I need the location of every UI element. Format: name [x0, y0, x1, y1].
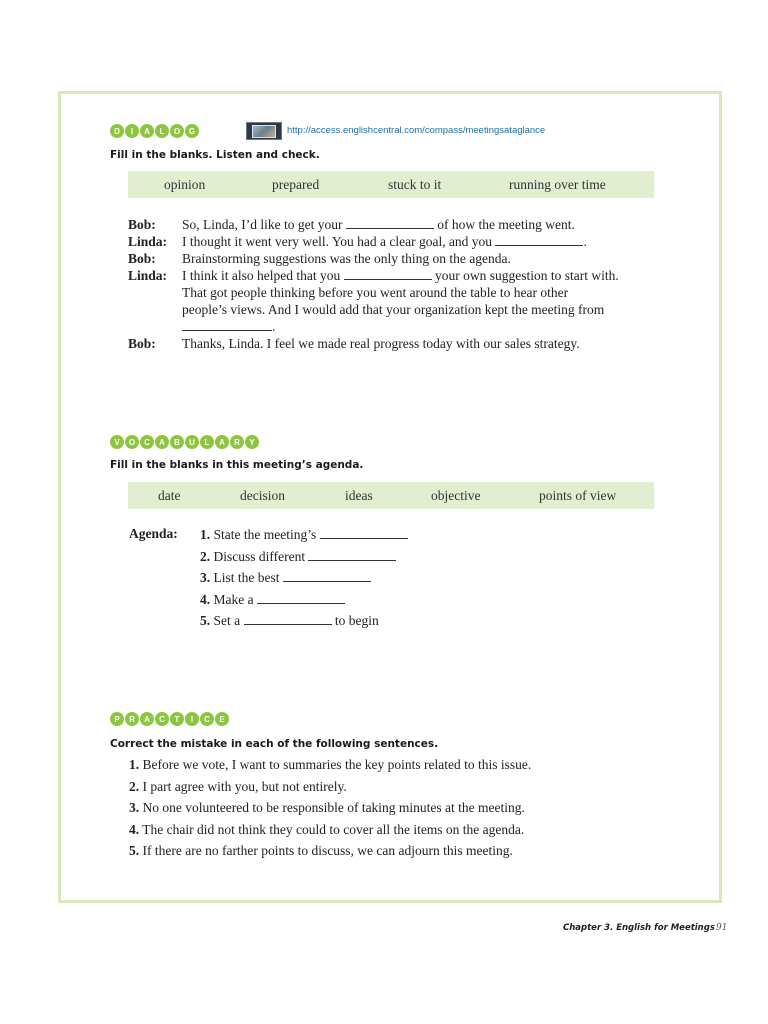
practice-item [129, 800, 531, 822]
answer-blank[interactable] [320, 526, 408, 539]
line-text: Thanks, Linda. I feel we made real progress today with our sales strategy. [182, 336, 580, 351]
title-letter: O [170, 124, 184, 138]
speaker: Bob: [128, 217, 156, 232]
title-letter: V [110, 435, 124, 449]
word-item: points of view [539, 487, 617, 503]
item-text: The chair did not think they could to cover all the items on the agenda. [142, 821, 525, 837]
word-item: running over time [509, 176, 606, 192]
title-letter: C [155, 712, 169, 726]
line-text: I think it also helped that you [182, 268, 341, 283]
answer-blank[interactable] [257, 591, 345, 604]
chapter-footer: Chapter 3. English for Meetings [563, 923, 715, 933]
title-letter: I [185, 712, 199, 726]
item-text: List the best [213, 570, 280, 585]
title-letter: L [155, 124, 169, 138]
item-number: 1. [200, 527, 211, 542]
item-number: 4. [129, 821, 140, 837]
line-text: That got people thinking before you went around the table to hear other [182, 285, 569, 300]
word-item: ideas [345, 487, 373, 503]
line-text: your own suggestion to start with. [434, 268, 619, 283]
word-item: date [158, 487, 181, 503]
line-text: So, Linda, I’d like to get your [182, 217, 343, 232]
item-text: Make a [213, 591, 254, 607]
answer-blank[interactable] [244, 612, 332, 625]
title-letter: D [110, 124, 124, 138]
practice-section-title [110, 712, 229, 726]
item-number: 3. [129, 800, 140, 815]
line-text: people’s views. And I would add that your organization kept the meeting from [182, 302, 605, 317]
answer-blank[interactable] [495, 233, 583, 246]
item-number: 5. [200, 613, 211, 628]
line-text: . [272, 319, 276, 334]
word-item: objective [431, 487, 481, 503]
practice-list [129, 757, 531, 865]
line-text: I thought it went very well. You had a clear goal, and you [182, 234, 493, 249]
agenda-item [200, 524, 408, 546]
answer-blank[interactable] [344, 267, 432, 280]
title-letter: A [140, 712, 154, 726]
answer-blank[interactable] [283, 569, 371, 582]
title-letter: I [125, 124, 139, 138]
title-letter: P [110, 712, 124, 726]
title-letter: Y [245, 435, 259, 449]
video-link[interactable]: http://access.englishcentral.com/compass/meetingsataglance [287, 125, 546, 136]
title-letter: C [140, 435, 154, 449]
title-letter: C [200, 712, 214, 726]
line-text: of how the meeting went. [437, 217, 575, 232]
speaker: Linda: [128, 268, 168, 283]
answer-blank[interactable] [182, 318, 272, 331]
vocabulary-instruction: Fill in the blanks in this meeting’s agenda. [110, 459, 364, 471]
item-text: No one volunteered to be responsible of taking minutes at the meeting. [142, 800, 525, 815]
practice-item [129, 843, 531, 865]
title-letter: A [215, 435, 229, 449]
agenda-list [200, 524, 408, 632]
item-text: If there are no farther points to discuss, we can adjourn this meeting. [142, 843, 513, 858]
title-letter: R [230, 435, 244, 449]
video-thumbnail-icon[interactable] [246, 122, 282, 140]
item-number: 1. [129, 757, 140, 772]
word-item: opinion [164, 176, 206, 192]
line-text: . [583, 234, 587, 249]
vocabulary-word-box [128, 482, 654, 509]
item-number: 4. [200, 591, 211, 607]
practice-item [129, 779, 531, 801]
dialog-instruction: Fill in the blanks. Listen and check. [110, 149, 320, 161]
item-number: 3. [200, 570, 211, 585]
item-number: 5. [129, 843, 140, 858]
answer-blank[interactable] [346, 216, 434, 229]
title-letter: A [140, 124, 154, 138]
agenda-item [200, 610, 408, 632]
title-letter: T [170, 712, 184, 726]
title-letter: L [200, 435, 214, 449]
title-letter: E [215, 712, 229, 726]
title-letter: U [185, 435, 199, 449]
practice-instruction: Correct the mistake in each of the following sentences. [110, 738, 439, 750]
title-letter: A [155, 435, 169, 449]
word-item: stuck to it [388, 176, 442, 192]
item-text: I part agree with you, but not entirely. [142, 778, 347, 794]
practice-item [129, 757, 531, 779]
page-number: 91 [716, 923, 728, 933]
practice-item [129, 822, 531, 844]
title-letter: B [170, 435, 184, 449]
vocabulary-section-title [110, 435, 259, 449]
item-text: Set a [213, 613, 241, 628]
agenda-item [200, 567, 408, 589]
word-item: prepared [272, 176, 320, 192]
speaker: Bob: [128, 336, 156, 351]
dialog-section-title [110, 124, 199, 138]
title-letter: O [125, 435, 139, 449]
dialog-word-box [128, 171, 654, 198]
agenda-label: Agenda: [129, 526, 178, 541]
speaker: Bob: [128, 251, 156, 266]
agenda-item [200, 546, 408, 568]
word-item: decision [240, 487, 285, 503]
speaker: Linda: [128, 234, 168, 249]
item-text: to begin [334, 613, 379, 628]
item-text: Before we vote, I want to summaries the key points related to this issue. [142, 757, 532, 772]
item-number: 2. [200, 548, 211, 564]
line-text: Brainstorming suggestions was the only thing on the agenda. [182, 251, 511, 266]
title-letter: R [125, 712, 139, 726]
item-number: 2. [129, 778, 140, 794]
answer-blank[interactable] [308, 548, 396, 561]
title-letter: G [185, 124, 199, 138]
agenda-item [200, 589, 408, 611]
item-text: Discuss different [213, 548, 306, 564]
item-text: State the meeting’s [213, 527, 317, 542]
